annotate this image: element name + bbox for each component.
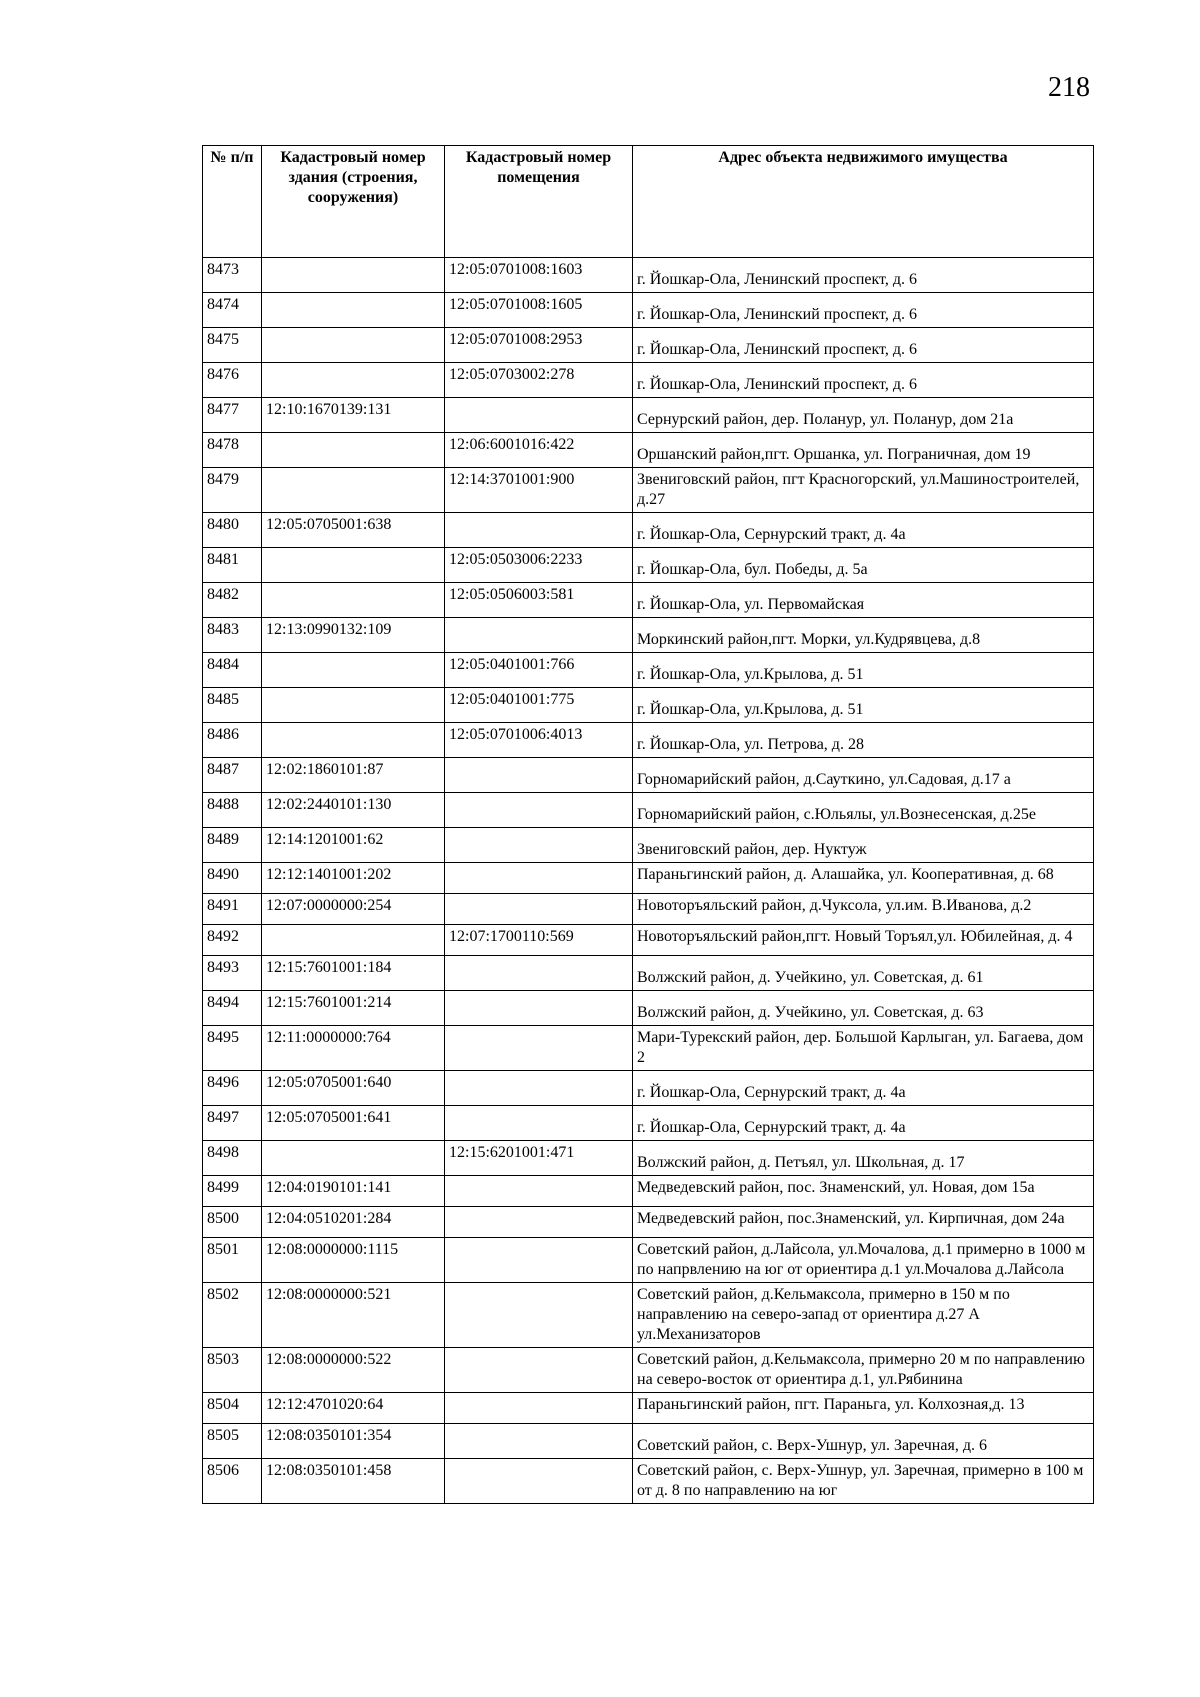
cell-row-number: 8484 bbox=[203, 653, 262, 688]
table-row bbox=[203, 1071, 1094, 1106]
cell-address: Советский район, с. Верх-Ушнур, ул. Заречная, д. 6 bbox=[633, 1424, 1094, 1459]
cell-row-number: 8483 bbox=[203, 618, 262, 653]
cell-row-number: 8497 bbox=[203, 1106, 262, 1141]
cell-address: г. Йошкар-Ола, Ленинский проспект, д. 6 bbox=[633, 328, 1094, 363]
cell-row-number: 8477 bbox=[203, 398, 262, 433]
cell-address: г. Йошкар-Ола, ул.Крылова, д. 51 bbox=[633, 688, 1094, 723]
cell-room-cadastral: 12:07:1700110:569 bbox=[445, 925, 633, 956]
property-registry-table bbox=[202, 145, 1094, 1504]
cell-room-cadastral bbox=[445, 863, 633, 894]
cell-address: Советский район, с. Верх-Ушнур, ул. Заречная, примерно в 100 м от д. 8 по направлению на юг bbox=[633, 1459, 1094, 1504]
cell-building-cadastral: 12:14:1201001:62 bbox=[262, 828, 445, 863]
cell-building-cadastral: 12:04:0190101:141 bbox=[262, 1176, 445, 1207]
table-row bbox=[203, 956, 1094, 991]
cell-address: г. Йошкар-Ола, Сернурский тракт, д. 4а bbox=[633, 513, 1094, 548]
table-row bbox=[203, 258, 1094, 293]
table-row bbox=[203, 1459, 1094, 1504]
cell-room-cadastral bbox=[445, 1207, 633, 1238]
cell-building-cadastral bbox=[262, 468, 445, 513]
table-row bbox=[203, 328, 1094, 363]
cell-row-number: 8473 bbox=[203, 258, 262, 293]
cell-room-cadastral bbox=[445, 618, 633, 653]
cell-address: Горномарийский район, д.Сауткино, ул.Садовая, д.17 а bbox=[633, 758, 1094, 793]
cell-building-cadastral: 12:08:0000000:521 bbox=[262, 1283, 445, 1348]
cell-row-number: 8492 bbox=[203, 925, 262, 956]
cell-row-number: 8491 bbox=[203, 894, 262, 925]
cell-room-cadastral: 12:14:3701001:900 bbox=[445, 468, 633, 513]
cell-building-cadastral: 12:04:0510201:284 bbox=[262, 1207, 445, 1238]
cell-address: Советский район, д.Кельмаксола, примерно 20 м по направлению на северо-восток от ориентира д.1, ул.Рябинина bbox=[633, 1348, 1094, 1393]
cell-building-cadastral: 12:10:1670139:131 bbox=[262, 398, 445, 433]
table-row bbox=[203, 1348, 1094, 1393]
cell-building-cadastral bbox=[262, 293, 445, 328]
cell-row-number: 8498 bbox=[203, 1141, 262, 1176]
cell-address: г. Йошкар-Ола, бул. Победы, д. 5а bbox=[633, 548, 1094, 583]
header-row-number: № п/п bbox=[203, 146, 262, 258]
cell-row-number: 8504 bbox=[203, 1393, 262, 1424]
table-row bbox=[203, 618, 1094, 653]
cell-building-cadastral: 12:05:0705001:640 bbox=[262, 1071, 445, 1106]
cell-building-cadastral bbox=[262, 723, 445, 758]
cell-address: Горномарийский район, с.Юльялы, ул.Вознесенская, д.25е bbox=[633, 793, 1094, 828]
cell-building-cadastral bbox=[262, 688, 445, 723]
cell-address: Звениговский район, дер. Нуктуж bbox=[633, 828, 1094, 863]
cell-address: Параньгинский район, пгт. Параньга, ул. Колхозная,д. 13 bbox=[633, 1393, 1094, 1424]
table-row bbox=[203, 894, 1094, 925]
cell-building-cadastral: 12:02:1860101:87 bbox=[262, 758, 445, 793]
cell-address: Волжский район, д. Учейкино, ул. Советская, д. 63 bbox=[633, 991, 1094, 1026]
cell-address: Медведевский район, пос.Знаменский, ул. Кирпичная, дом 24а bbox=[633, 1207, 1094, 1238]
cell-room-cadastral bbox=[445, 1026, 633, 1071]
table-row bbox=[203, 723, 1094, 758]
cell-row-number: 8475 bbox=[203, 328, 262, 363]
header-address: Адрес объекта недвижимого имущества bbox=[633, 146, 1094, 258]
cell-room-cadastral bbox=[445, 758, 633, 793]
table-body bbox=[203, 258, 1094, 1504]
cell-row-number: 8488 bbox=[203, 793, 262, 828]
cell-room-cadastral bbox=[445, 894, 633, 925]
cell-row-number: 8481 bbox=[203, 548, 262, 583]
table-row bbox=[203, 1141, 1094, 1176]
table-row bbox=[203, 468, 1094, 513]
cell-building-cadastral bbox=[262, 363, 445, 398]
table-row bbox=[203, 363, 1094, 398]
cell-room-cadastral: 12:05:0701006:4013 bbox=[445, 723, 633, 758]
cell-room-cadastral: 12:05:0506003:581 bbox=[445, 583, 633, 618]
cell-room-cadastral: 12:05:0701008:1605 bbox=[445, 293, 633, 328]
table-row bbox=[203, 1238, 1094, 1283]
cell-address: Мари-Турекский район, дер. Большой Карлыган, ул. Багаева, дом 2 bbox=[633, 1026, 1094, 1071]
cell-address: Волжский район, д. Учейкино, ул. Советская, д. 61 bbox=[633, 956, 1094, 991]
table-row bbox=[203, 925, 1094, 956]
cell-building-cadastral: 12:02:2440101:130 bbox=[262, 793, 445, 828]
cell-address: г. Йошкар-Ола, Ленинский проспект, д. 6 bbox=[633, 293, 1094, 328]
cell-building-cadastral bbox=[262, 328, 445, 363]
table-row bbox=[203, 398, 1094, 433]
cell-building-cadastral: 12:15:7601001:184 bbox=[262, 956, 445, 991]
cell-building-cadastral: 12:07:0000000:254 bbox=[262, 894, 445, 925]
table-row bbox=[203, 828, 1094, 863]
cell-building-cadastral bbox=[262, 1141, 445, 1176]
table-row bbox=[203, 653, 1094, 688]
cell-room-cadastral bbox=[445, 991, 633, 1026]
table-row bbox=[203, 1424, 1094, 1459]
cell-room-cadastral: 12:05:0703002:278 bbox=[445, 363, 633, 398]
cell-room-cadastral bbox=[445, 956, 633, 991]
cell-room-cadastral bbox=[445, 1424, 633, 1459]
cell-row-number: 8505 bbox=[203, 1424, 262, 1459]
table-row bbox=[203, 1026, 1094, 1071]
cell-room-cadastral: 12:05:0701008:2953 bbox=[445, 328, 633, 363]
cell-address: Советский район, д.Кельмаксола, примерно в 150 м по направлению на северо-запад от ориентира д.27 А ул.Механизаторов bbox=[633, 1283, 1094, 1348]
cell-building-cadastral bbox=[262, 925, 445, 956]
table-row bbox=[203, 1393, 1094, 1424]
cell-address: г. Йошкар-Ола, ул.Крылова, д. 51 bbox=[633, 653, 1094, 688]
table-row bbox=[203, 863, 1094, 894]
cell-building-cadastral: 12:12:4701020:64 bbox=[262, 1393, 445, 1424]
cell-building-cadastral: 12:08:0350101:458 bbox=[262, 1459, 445, 1504]
cell-address: Советский район, д.Лайсола, ул.Мочалова, д.1 примерно в 1000 м по напрвлению на юг от ориентира д.1 ул.Мочалова д.Лайсола bbox=[633, 1238, 1094, 1283]
cell-row-number: 8496 bbox=[203, 1071, 262, 1106]
table-row bbox=[203, 991, 1094, 1026]
cell-row-number: 8490 bbox=[203, 863, 262, 894]
cell-address: г. Йошкар-Ола, Ленинский проспект, д. 6 bbox=[633, 363, 1094, 398]
header-room-cadastral: Кадастровый номер помещения bbox=[445, 146, 633, 258]
cell-row-number: 8500 bbox=[203, 1207, 262, 1238]
cell-address: г. Йошкар-Ола, ул. Первомайская bbox=[633, 583, 1094, 618]
cell-building-cadastral bbox=[262, 583, 445, 618]
cell-row-number: 8506 bbox=[203, 1459, 262, 1504]
cell-address: г. Йошкар-Ола, ул. Петрова, д. 28 bbox=[633, 723, 1094, 758]
cell-row-number: 8487 bbox=[203, 758, 262, 793]
cell-room-cadastral bbox=[445, 1106, 633, 1141]
table-row bbox=[203, 433, 1094, 468]
cell-building-cadastral: 12:15:7601001:214 bbox=[262, 991, 445, 1026]
cell-address: Новоторъяльский район,пгт. Новый Торъял,ул. Юбилейная, д. 4 bbox=[633, 925, 1094, 956]
cell-address: Моркинский район,пгт. Морки, ул.Кудрявцева, д.8 bbox=[633, 618, 1094, 653]
cell-room-cadastral: 12:06:6001016:422 bbox=[445, 433, 633, 468]
cell-room-cadastral bbox=[445, 793, 633, 828]
cell-building-cadastral: 12:08:0000000:522 bbox=[262, 1348, 445, 1393]
cell-row-number: 8474 bbox=[203, 293, 262, 328]
cell-row-number: 8489 bbox=[203, 828, 262, 863]
table-row bbox=[203, 1106, 1094, 1141]
cell-room-cadastral bbox=[445, 1071, 633, 1106]
cell-row-number: 8494 bbox=[203, 991, 262, 1026]
cell-address: Сернурский район, дер. Поланур, ул. Поланур, дом 21а bbox=[633, 398, 1094, 433]
cell-row-number: 8479 bbox=[203, 468, 262, 513]
table-row bbox=[203, 1176, 1094, 1207]
cell-row-number: 8485 bbox=[203, 688, 262, 723]
cell-address: Звениговский район, пгт Красногорский, ул.Машиностроителей, д.27 bbox=[633, 468, 1094, 513]
table-row bbox=[203, 1283, 1094, 1348]
cell-row-number: 8478 bbox=[203, 433, 262, 468]
cell-building-cadastral: 12:05:0705001:638 bbox=[262, 513, 445, 548]
cell-room-cadastral: 12:15:6201001:471 bbox=[445, 1141, 633, 1176]
cell-row-number: 8499 bbox=[203, 1176, 262, 1207]
cell-address: Волжский район, д. Петъял, ул. Школьная, д. 17 bbox=[633, 1141, 1094, 1176]
cell-room-cadastral bbox=[445, 1238, 633, 1283]
cell-building-cadastral bbox=[262, 548, 445, 583]
cell-building-cadastral: 12:13:0990132:109 bbox=[262, 618, 445, 653]
cell-row-number: 8476 bbox=[203, 363, 262, 398]
cell-row-number: 8486 bbox=[203, 723, 262, 758]
header-building-cadastral: Кадастровый номер здания (строения, сооружения) bbox=[262, 146, 445, 258]
cell-building-cadastral: 12:08:0350101:354 bbox=[262, 1424, 445, 1459]
cell-building-cadastral: 12:11:0000000:764 bbox=[262, 1026, 445, 1071]
cell-address: Новоторъяльский район, д.Чуксола, ул.им. В.Иванова, д.2 bbox=[633, 894, 1094, 925]
cell-room-cadastral bbox=[445, 1283, 633, 1348]
cell-room-cadastral bbox=[445, 1348, 633, 1393]
cell-room-cadastral: 12:05:0401001:766 bbox=[445, 653, 633, 688]
cell-room-cadastral bbox=[445, 1459, 633, 1504]
cell-room-cadastral: 12:05:0401001:775 bbox=[445, 688, 633, 723]
cell-room-cadastral bbox=[445, 1176, 633, 1207]
cell-address: г. Йошкар-Ола, Сернурский тракт, д. 4а bbox=[633, 1106, 1094, 1141]
table-row bbox=[203, 688, 1094, 723]
cell-building-cadastral: 12:05:0705001:641 bbox=[262, 1106, 445, 1141]
cell-row-number: 8482 bbox=[203, 583, 262, 618]
cell-room-cadastral: 12:05:0701008:1603 bbox=[445, 258, 633, 293]
cell-room-cadastral bbox=[445, 513, 633, 548]
table-header-row bbox=[203, 146, 1094, 258]
table-row bbox=[203, 793, 1094, 828]
cell-address: г. Йошкар-Ола, Сернурский тракт, д. 4а bbox=[633, 1071, 1094, 1106]
table-row bbox=[203, 548, 1094, 583]
cell-building-cadastral: 12:12:1401001:202 bbox=[262, 863, 445, 894]
cell-building-cadastral: 12:08:0000000:1115 bbox=[262, 1238, 445, 1283]
table-row bbox=[203, 583, 1094, 618]
cell-room-cadastral: 12:05:0503006:2233 bbox=[445, 548, 633, 583]
cell-room-cadastral bbox=[445, 828, 633, 863]
table-row bbox=[203, 293, 1094, 328]
cell-row-number: 8501 bbox=[203, 1238, 262, 1283]
page-number: 218 bbox=[1048, 72, 1090, 103]
cell-row-number: 8503 bbox=[203, 1348, 262, 1393]
cell-row-number: 8493 bbox=[203, 956, 262, 991]
table-row bbox=[203, 1207, 1094, 1238]
cell-building-cadastral bbox=[262, 653, 445, 688]
cell-room-cadastral bbox=[445, 1393, 633, 1424]
cell-building-cadastral bbox=[262, 258, 445, 293]
cell-address: Параньгинский район, д. Алашайка, ул. Кооперативная, д. 68 bbox=[633, 863, 1094, 894]
cell-address: Оршанский район,пгт. Оршанка, ул. Пограничная, дом 19 bbox=[633, 433, 1094, 468]
cell-building-cadastral bbox=[262, 433, 445, 468]
cell-row-number: 8480 bbox=[203, 513, 262, 548]
cell-address: г. Йошкар-Ола, Ленинский проспект, д. 6 bbox=[633, 258, 1094, 293]
cell-room-cadastral bbox=[445, 398, 633, 433]
cell-address: Медведевский район, пос. Знаменский, ул. Новая, дом 15а bbox=[633, 1176, 1094, 1207]
table-row bbox=[203, 513, 1094, 548]
cell-row-number: 8495 bbox=[203, 1026, 262, 1071]
cell-row-number: 8502 bbox=[203, 1283, 262, 1348]
table-row bbox=[203, 758, 1094, 793]
